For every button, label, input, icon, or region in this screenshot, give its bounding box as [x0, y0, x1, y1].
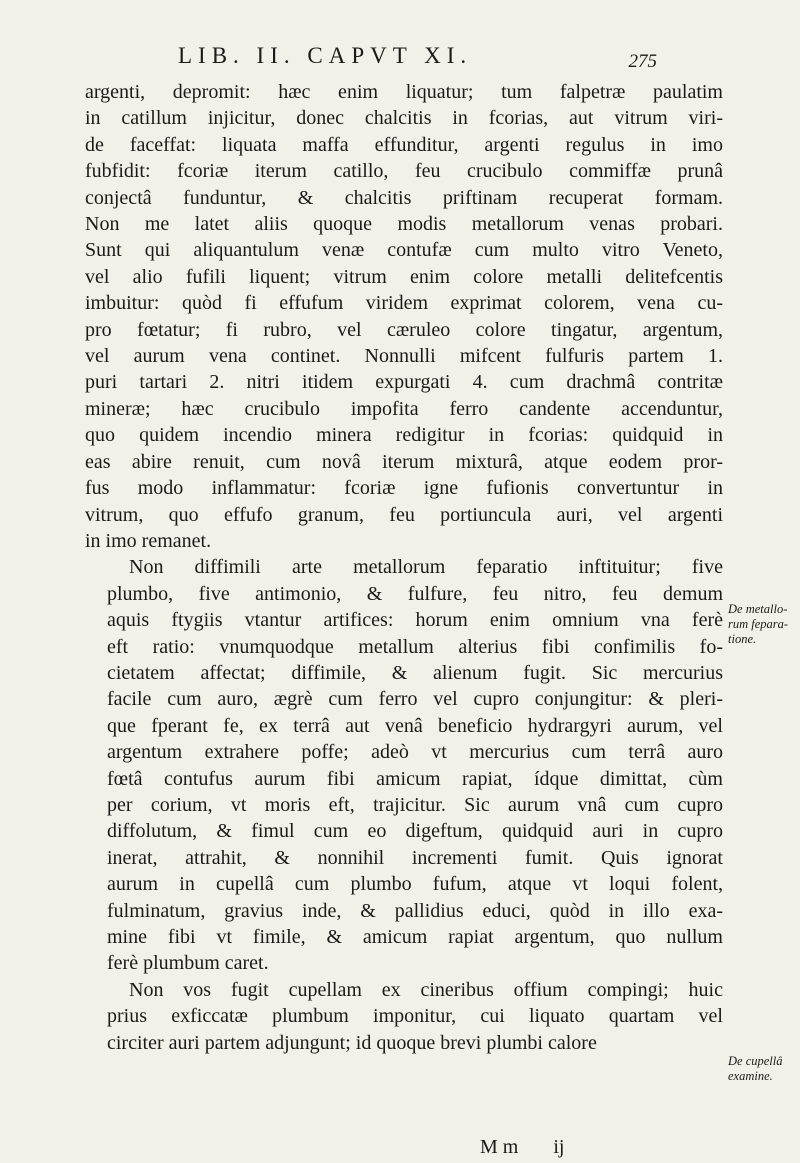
text-line: in imo remanet.	[85, 529, 212, 552]
text-line: eas abire renuit, cum novâ iterum mixturâ, atque eodem pror-	[85, 450, 723, 473]
page-footer	[480, 1136, 564, 1159]
text-line: facile cum auro, ægrè cum ferro vel cupro conjungitur: & pleri-	[107, 688, 723, 711]
signature-mark: M m	[480, 1136, 519, 1158]
side-note-line: rum fepara-	[728, 617, 789, 631]
side-note-line: De metallo-	[728, 602, 788, 616]
text-line: mineræ; hæc crucibulo impofita ferro candente accenduntur,	[85, 397, 723, 420]
text-line: circiter auri partem adjungunt; id quoque brevi plumbi calore	[107, 1031, 597, 1054]
page-number: 275	[628, 51, 657, 72]
text-line: conjectâ funduntur, & chalcitis priftinam recuperat formam.	[85, 186, 723, 209]
text-line: aquis ftygiis vtantur artifices: horum enim omnium vna ferè	[107, 609, 723, 632]
text-line: plumbo, five antimonio, & fulfure, feu nitro, feu demum	[107, 582, 723, 605]
text-line: fubfidit: fcoriæ iterum catillo, feu crucibulo commiffæ prunâ	[85, 160, 723, 183]
text-line: diffolutum, & fimul cum eo digeftum, quidquid auri in cupro	[107, 820, 723, 843]
side-note-line: examine.	[728, 1069, 773, 1083]
text-line: fœtâ contufus aurum fibi amicum rapiat, ídque dimittat, cùm	[107, 767, 723, 790]
paragraph	[85, 79, 723, 554]
text-line: vel aurum vena continet. Nonnulli mifcent fulfuris partem 1.	[85, 345, 723, 368]
text-line: vel alio fufili liquent; vitrum enim colore metalli delitefcentis	[85, 265, 723, 288]
text-line: argenti, depromit: hæc enim liquatur; tum falpetræ paulatim	[85, 81, 723, 103]
text-line: aurum in cupellâ cum plumbo fufum, atque vt loqui folent,	[107, 873, 723, 896]
side-note-cupel-examination	[728, 1054, 798, 1084]
side-note-metals-separation	[728, 602, 798, 647]
paragraph	[85, 554, 723, 977]
running-title: LIB. II. CAPVT XI.	[178, 43, 473, 68]
text-line: cietatem affectat; diffimile, & alienum fugit. Sic mercurius	[107, 661, 723, 684]
text-line: Non diffimili arte metallorum feparatio inftituitur; five	[129, 556, 723, 579]
text-line: vitrum, quo effufo granum, feu portiuncula auri, vel argenti	[85, 503, 723, 526]
text-line: Sunt qui aliquantulum venæ contufæ cum multo vitro Veneto,	[85, 239, 723, 262]
text-line: inerat, attrahit, & nonnihil incrementi fumit. Quis ignorat	[107, 846, 723, 869]
text-line: in catillum injicitur, donec chalcitis in fcorias, aut vitrum viri-	[85, 107, 723, 130]
text-line: ferè plumbum caret.	[107, 952, 269, 975]
paragraph	[85, 977, 723, 1056]
text-line: fus modo inflammatur: fcoriæ igne fufionis convertuntur in	[85, 477, 723, 500]
text-line: fulminatum, gravius inde, & pallidius educi, quòd in illo exa-	[107, 899, 723, 922]
text-line: puri tartari 2. nitri itidem expurgati 4. cum drachmâ contritæ	[85, 371, 723, 394]
text-line: Non me latet aliis quoque modis metallorum venas probari.	[85, 213, 723, 236]
page-header	[150, 43, 657, 83]
text-line: imbuitur: quòd fi effufum viridem exprimat colorem, vena cu-	[85, 292, 723, 315]
text-line: mine fibi vt fimile, & amicum rapiat argentum, quo nullum	[107, 926, 723, 948]
side-note-line: De cupellâ	[728, 1054, 783, 1068]
catchword: ij	[553, 1136, 565, 1158]
text-line: pro fœtatur; fi rubro, vel cæruleo colore tingatur, argentum,	[85, 318, 723, 341]
text-line: eft ratio: vnumquodque metallum alterius fibi confimilis fo-	[107, 635, 723, 658]
text-line: per corium, vt moris eft, trajicitur. Sic aurum vnâ cum cupro	[107, 793, 723, 816]
text-line: prius exficcatæ plumbum imponitur, cui liquato quartam vel	[107, 1005, 723, 1028]
text-line: de faceffat: liquata maffa effunditur, argenti regulus in imo	[85, 133, 723, 156]
text-line: Non vos fugit cupellam ex cineribus offium compingi; huic	[129, 978, 723, 1001]
text-line: que fperant fe, ex terrâ aut venâ beneficio hydrargyri aurum, vel	[107, 714, 723, 737]
text-line: argentum extrahere poffe; adeò vt mercurius cum terrâ auro	[107, 741, 723, 764]
body-text	[85, 79, 723, 1056]
text-line: quo quidem incendio minera redigitur in fcorias: quidquid in	[85, 424, 723, 447]
side-note-line: tione.	[728, 632, 757, 646]
